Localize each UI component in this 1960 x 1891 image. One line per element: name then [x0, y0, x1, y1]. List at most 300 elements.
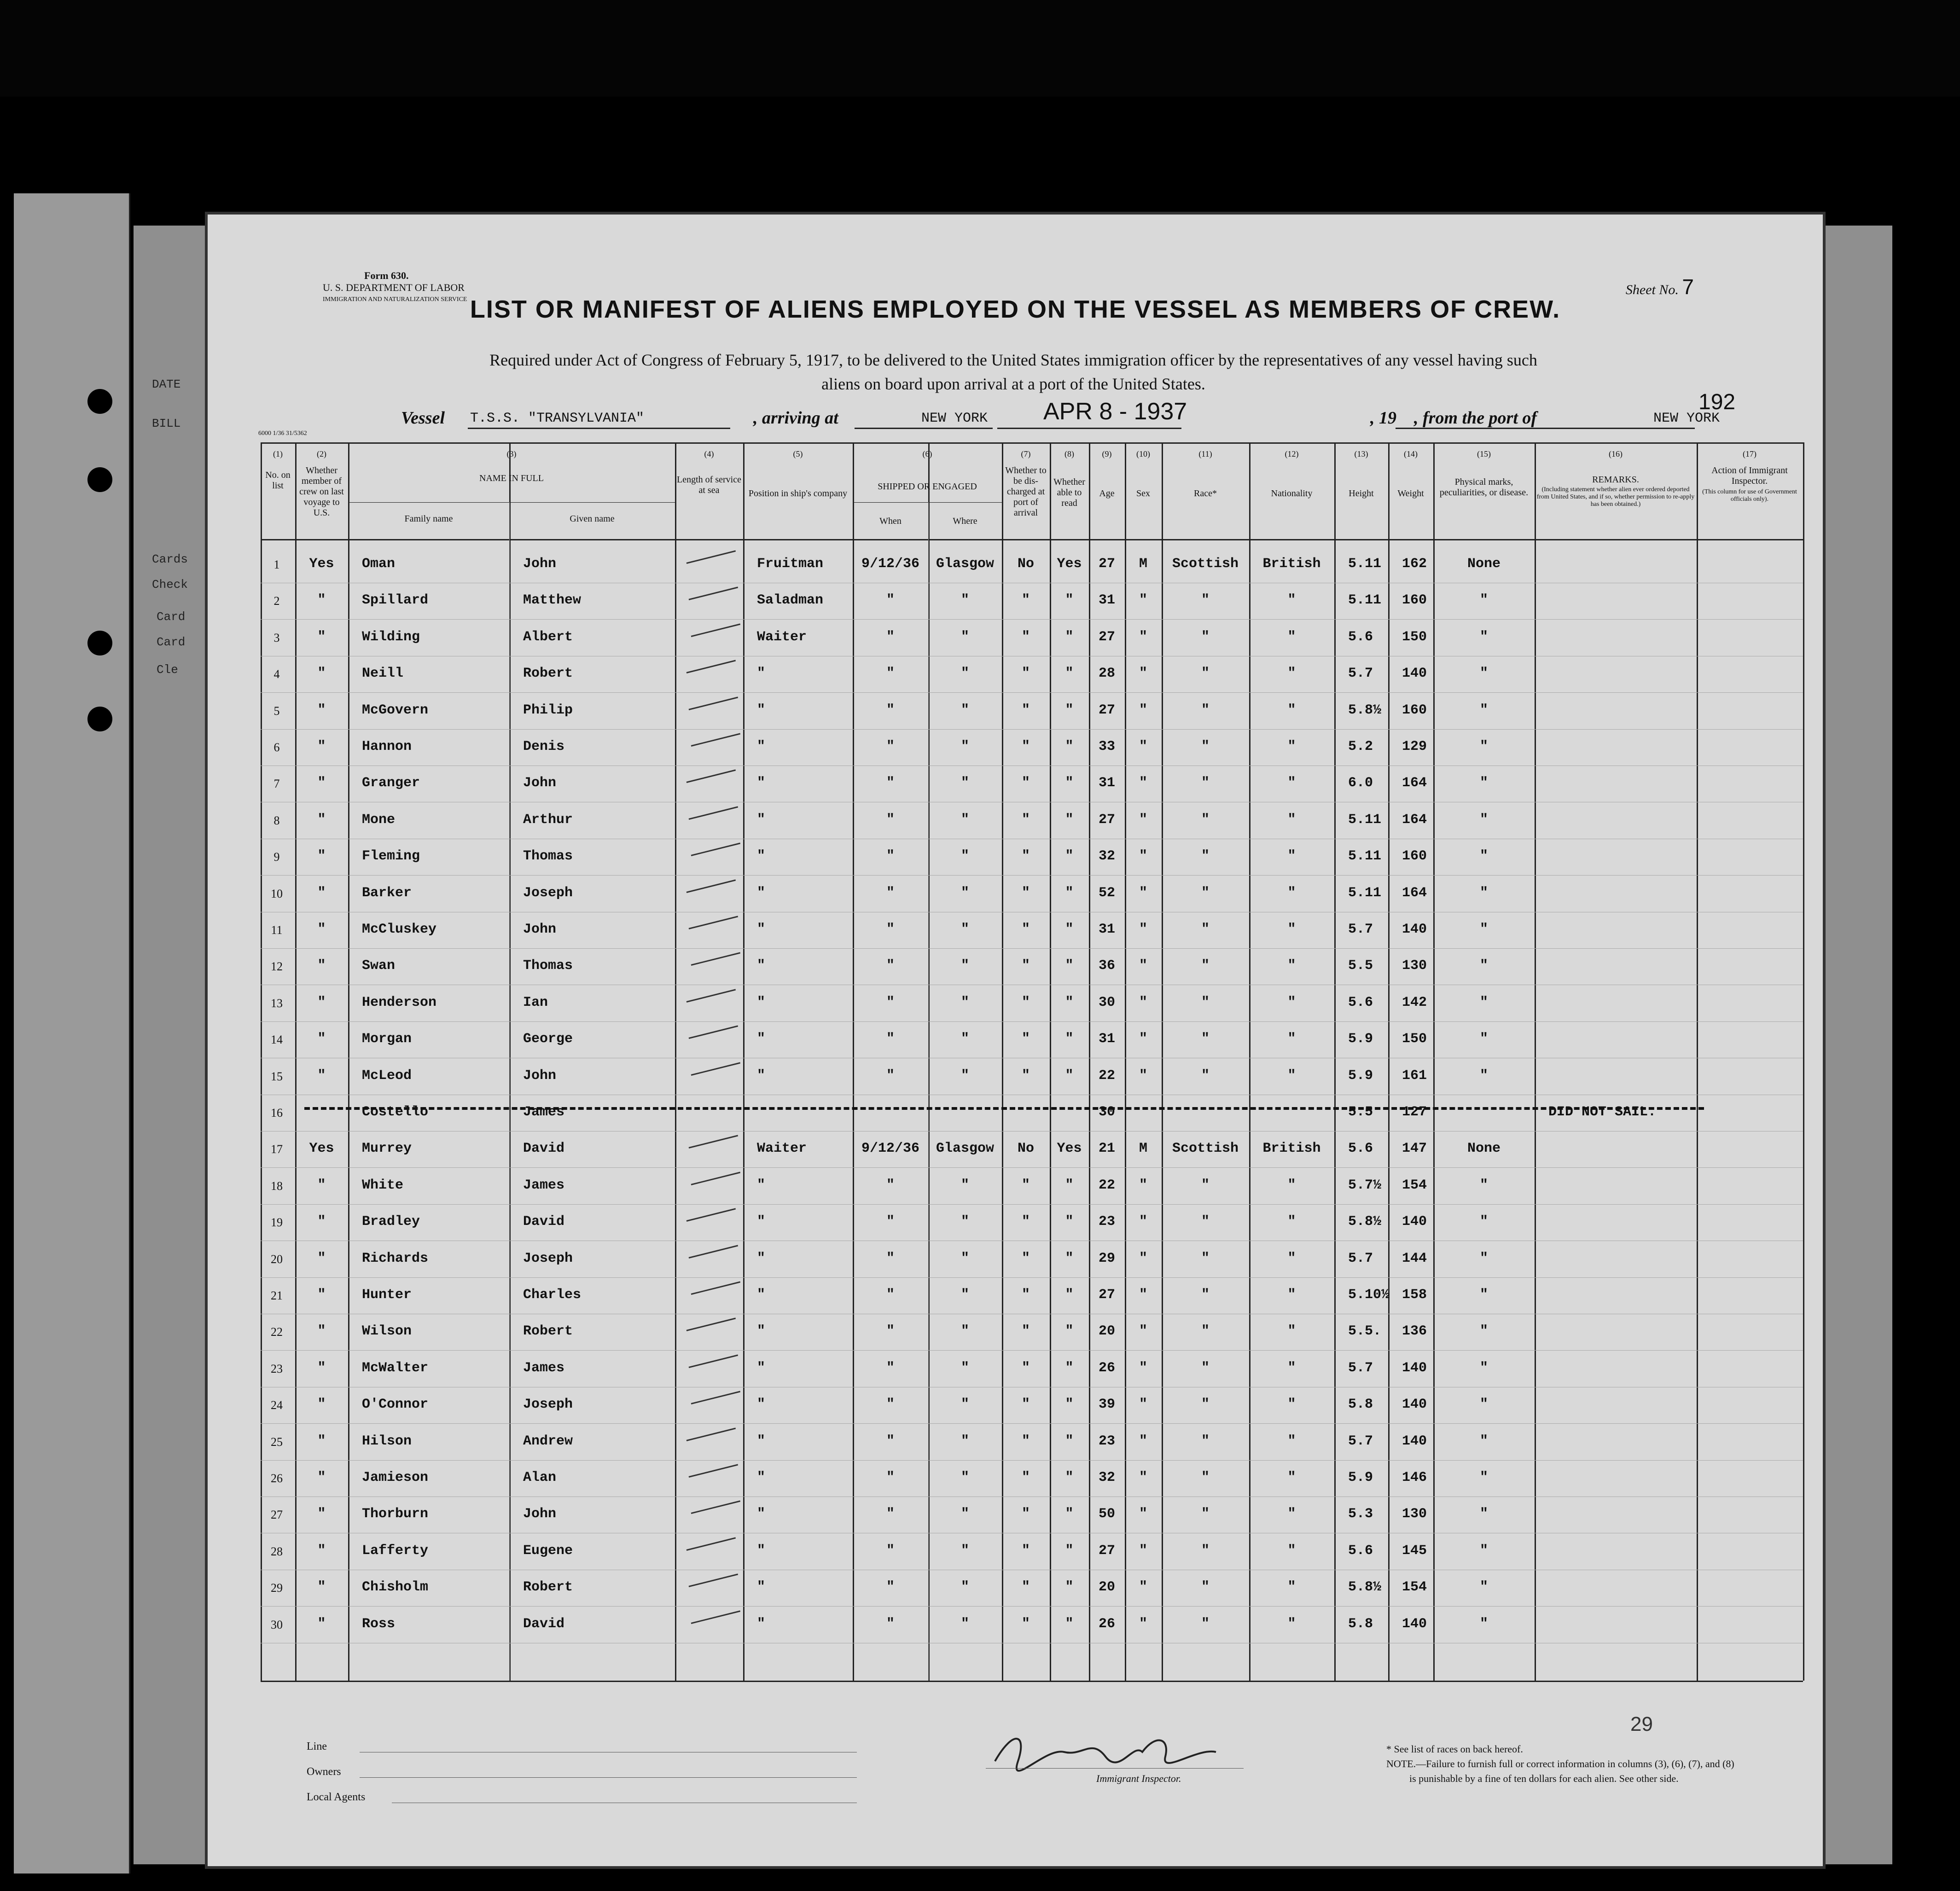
cell-sex: M — [1139, 556, 1147, 572]
column-rule — [295, 442, 297, 1681]
owners-rule — [360, 1777, 857, 1778]
cell-family: Barker — [362, 885, 412, 901]
cell-race: " — [1201, 885, 1210, 901]
cell-where: " — [960, 848, 969, 864]
cell-marks: " — [1479, 702, 1488, 718]
row-number: 29 — [271, 1581, 283, 1595]
cell-age: 23 — [1098, 1433, 1115, 1449]
cell-when: " — [886, 1177, 895, 1193]
row-number: 15 — [271, 1069, 283, 1083]
cell-marks: " — [1479, 1579, 1488, 1595]
cell-nationality: " — [1287, 958, 1296, 974]
header-c10-number: (10) — [1136, 449, 1150, 458]
cell-read: " — [1065, 775, 1074, 791]
cell-weight: 146 — [1402, 1470, 1427, 1485]
races-note: * See list of races on back hereof. — [1386, 1743, 1523, 1755]
cell-when: " — [886, 958, 895, 974]
cell-age: 27 — [1098, 1287, 1115, 1303]
header-c5-number: (5) — [793, 449, 803, 458]
cell-read: " — [1065, 1250, 1074, 1266]
row-number: 28 — [271, 1544, 283, 1558]
cell-nationality: " — [1287, 1031, 1296, 1047]
service-check-mark — [689, 696, 738, 710]
cell-given: Robert — [523, 1579, 573, 1595]
cell-height: 5.7 — [1348, 1433, 1373, 1449]
cell-last: " — [317, 775, 326, 791]
cell-given: Charles — [523, 1287, 582, 1303]
cell-where: " — [960, 666, 969, 682]
row-rule — [261, 1460, 1803, 1461]
cell-height: 5.7 — [1348, 922, 1373, 937]
cell-read: " — [1065, 1360, 1074, 1376]
service-check-mark — [691, 1281, 740, 1295]
cell-age: 33 — [1098, 739, 1115, 754]
cell-given: John — [523, 1067, 557, 1084]
cell-weight: 161 — [1402, 1067, 1427, 1084]
cell-marks: " — [1479, 1214, 1488, 1230]
header-height: Height — [1349, 488, 1374, 499]
cell-race: " — [1201, 1287, 1210, 1303]
cell-nationality: " — [1287, 666, 1296, 682]
arriving-port: NEW YORK — [921, 411, 988, 426]
cell-weight: 150 — [1402, 629, 1427, 645]
cell-position: " — [757, 1433, 766, 1449]
cell-family: White — [362, 1177, 404, 1193]
cell-given: George — [523, 1031, 573, 1047]
cell-sex: " — [1139, 592, 1147, 609]
cell-nationality: " — [1287, 1360, 1296, 1376]
row-16-strikethrough — [304, 1107, 1704, 1113]
cell-where: " — [960, 1177, 969, 1193]
cell-when: " — [886, 1250, 895, 1266]
page-number: 192 — [1698, 390, 1736, 414]
shipped-subheader-rule — [853, 502, 1002, 503]
cell-marks: " — [1479, 848, 1488, 864]
header-c4-number: (4) — [704, 449, 714, 458]
back-label-cle: Cle — [157, 663, 178, 677]
cell-position: " — [757, 1287, 766, 1303]
header-c1-number: (1) — [273, 449, 283, 458]
cell-given: Joseph — [523, 885, 573, 901]
cell-family: Hunter — [362, 1287, 412, 1303]
row-number: 21 — [271, 1289, 283, 1302]
cell-race: Scottish — [1172, 1141, 1239, 1157]
department: U. S. DEPARTMENT OF LABOR — [323, 282, 465, 293]
cell-weight: 136 — [1402, 1323, 1427, 1340]
cell-marks: " — [1479, 1067, 1488, 1084]
cell-weight: 144 — [1402, 1250, 1427, 1266]
cell-last: " — [317, 885, 326, 901]
cell-position: " — [757, 1616, 766, 1632]
cell-weight: 140 — [1402, 666, 1427, 682]
row-number: 25 — [271, 1435, 283, 1449]
cell-read: " — [1065, 1433, 1074, 1449]
cell-race: " — [1201, 1177, 1210, 1193]
cell-nationality: " — [1287, 1506, 1296, 1522]
header-c13-number: (13) — [1354, 449, 1368, 458]
cell-age: 36 — [1098, 958, 1115, 974]
cell-family: Lafferty — [362, 1543, 429, 1559]
cell-read: " — [1065, 1287, 1074, 1303]
row-number: 7 — [273, 777, 280, 791]
cell-race: " — [1201, 1470, 1210, 1485]
sheet-value: 7 — [1682, 275, 1694, 299]
header-remarks: REMARKS. — [1592, 475, 1639, 485]
cell-position: " — [757, 1506, 766, 1522]
cell-read: " — [1065, 666, 1074, 682]
cell-family: Wilding — [362, 629, 420, 645]
cell-last: " — [317, 592, 326, 609]
row-number: 22 — [271, 1325, 283, 1339]
cell-where: " — [960, 1543, 969, 1559]
cell-last: " — [317, 629, 326, 645]
header-c8-number: (8) — [1064, 449, 1074, 458]
cell-read: " — [1065, 592, 1074, 609]
cell-sex: " — [1139, 1433, 1147, 1449]
row-rule — [261, 619, 1803, 620]
cell-discharged: " — [1021, 1031, 1030, 1047]
column-rule — [675, 442, 676, 1681]
year-label: , 19 — [1370, 408, 1396, 428]
cell-age: 23 — [1098, 1214, 1115, 1230]
cell-family: Oman — [362, 556, 395, 572]
cell-sex: " — [1139, 1543, 1147, 1559]
cell-sex: " — [1139, 1579, 1147, 1595]
cell-where: " — [960, 1616, 969, 1632]
service-check-mark — [691, 1610, 740, 1624]
cell-family: Bradley — [362, 1214, 420, 1230]
document-title: LIST OR MANIFEST OF ALIENS EMPLOYED ON THE VESSEL AS MEMBERS OF CREW. — [470, 296, 1561, 323]
table-bottom-rule — [261, 1681, 1803, 1682]
cell-position: " — [757, 994, 766, 1010]
cell-height: 5.11 — [1348, 592, 1382, 609]
cell-family: Richards — [362, 1250, 429, 1266]
cell-nationality: " — [1287, 1250, 1296, 1266]
cell-where: " — [960, 1579, 969, 1595]
subtitle-line-2: aliens on board upon arrival at a port of the United States. — [821, 375, 1205, 393]
cell-height: 5.6 — [1348, 629, 1373, 645]
service-check-mark — [689, 806, 738, 820]
cell-where: " — [960, 958, 969, 974]
cell-family: Murrey — [362, 1141, 412, 1157]
row-number: 4 — [273, 667, 280, 681]
cell-age: 27 — [1098, 812, 1115, 828]
cell-family: Fleming — [362, 848, 420, 864]
service-check-mark — [686, 1208, 736, 1222]
cell-read: " — [1065, 922, 1074, 937]
cell-marks: " — [1479, 592, 1488, 609]
cell-weight: 150 — [1402, 1031, 1427, 1047]
cell-last: " — [317, 1031, 326, 1047]
cell-height: 5.7 — [1348, 1250, 1373, 1266]
service-check-mark — [689, 1574, 738, 1588]
column-rule — [348, 442, 349, 1681]
cell-when: " — [886, 775, 895, 791]
column-rule — [1002, 442, 1003, 1681]
header-c16-number: (16) — [1609, 449, 1623, 458]
header-family-name: Family name — [404, 514, 453, 524]
cell-marks: None — [1467, 556, 1501, 572]
back-label-card2: Card — [157, 635, 186, 649]
header-remarks-note: (Including statement whether alien ever ordered deported from United States, and if so, whether permission to re-apply has been obtained.) — [1536, 486, 1695, 508]
cell-where: " — [960, 1433, 969, 1449]
cell-family: Spillard — [362, 592, 429, 609]
header-when: When — [879, 516, 901, 526]
cell-sex: " — [1139, 812, 1147, 828]
cell-when: " — [886, 1506, 895, 1522]
cell-read: Yes — [1057, 1141, 1082, 1157]
cell-discharged: " — [1021, 958, 1030, 974]
cell-race: " — [1201, 702, 1210, 718]
cell-race: " — [1201, 958, 1210, 974]
cell-height: 5.2 — [1348, 739, 1373, 754]
cell-position: " — [757, 1177, 766, 1193]
cell-race: " — [1201, 1433, 1210, 1449]
cell-discharged: " — [1021, 1543, 1030, 1559]
cell-discharged: " — [1021, 885, 1030, 901]
cell-age: 26 — [1098, 1360, 1115, 1376]
cell-age: 28 — [1098, 666, 1115, 682]
cell-when: " — [886, 848, 895, 864]
cell-when: " — [886, 994, 895, 1010]
cell-age: 31 — [1098, 1031, 1115, 1047]
cell-discharged: " — [1021, 1067, 1030, 1084]
cell-race: " — [1201, 629, 1210, 645]
header-no-on-list: No. on list — [265, 470, 291, 491]
cell-last: " — [317, 1579, 326, 1595]
name-subheader-rule — [348, 502, 675, 503]
cell-family: Ross — [362, 1616, 395, 1632]
cell-given: David — [523, 1141, 565, 1157]
cell-height: 5.8 — [1348, 1397, 1373, 1413]
cell-when: " — [886, 1214, 895, 1230]
service-check-mark — [691, 1391, 740, 1405]
punch-hole — [87, 389, 112, 414]
cell-height: 5.7 — [1348, 1360, 1373, 1376]
cell-nationality: " — [1287, 1287, 1296, 1303]
cell-given: Robert — [523, 1323, 573, 1340]
cell-height: 5.10½ — [1348, 1287, 1390, 1303]
row-rule — [261, 692, 1803, 693]
cell-last: " — [317, 666, 326, 682]
header-action-note: (This column for use of Government officials only). — [1702, 488, 1797, 503]
punch-hole — [87, 467, 112, 492]
cell-when: " — [886, 1543, 895, 1559]
cell-sex: " — [1139, 1214, 1147, 1230]
cell-sex: " — [1139, 1031, 1147, 1047]
cell-where: " — [960, 739, 969, 754]
cell-nationality: " — [1287, 1177, 1296, 1193]
cell-race: " — [1201, 848, 1210, 864]
cell-nationality: " — [1287, 1616, 1296, 1632]
header-c7-number: (7) — [1021, 449, 1031, 458]
row-number: 3 — [273, 631, 280, 644]
service-check-mark — [689, 1464, 738, 1478]
cell-when: " — [886, 1470, 895, 1485]
header-name-in-full: NAME IN FULL — [479, 473, 544, 483]
cell-marks: " — [1479, 885, 1488, 901]
given-name-rule — [509, 502, 510, 1681]
cell-discharged: " — [1021, 1177, 1030, 1193]
cell-last: " — [317, 848, 326, 864]
cell-discharged: " — [1021, 812, 1030, 828]
cell-nationality: " — [1287, 1543, 1296, 1559]
cell-position: " — [757, 666, 766, 682]
cell-race: " — [1201, 739, 1210, 754]
column-rule — [261, 442, 262, 1681]
cell-weight: 130 — [1402, 1506, 1427, 1522]
row-number: 30 — [271, 1618, 283, 1631]
cell-read: " — [1065, 812, 1074, 828]
cell-where: " — [960, 1360, 969, 1376]
cell-sex: " — [1139, 702, 1147, 718]
cell-where: " — [960, 1506, 969, 1522]
cell-nationality: " — [1287, 848, 1296, 864]
header-c14-number: (14) — [1404, 449, 1418, 458]
cell-position: " — [757, 1543, 766, 1559]
row-rule — [261, 1423, 1803, 1424]
header-position: Position in ship's company — [748, 488, 848, 499]
row-number: 14 — [271, 1033, 283, 1047]
signature-rule — [986, 1768, 1244, 1769]
cell-age: 31 — [1098, 592, 1115, 609]
line-label: Line — [307, 1740, 327, 1752]
cell-given: David — [523, 1616, 565, 1632]
cell-given: David — [523, 1214, 565, 1230]
cell-discharged: " — [1021, 1323, 1030, 1340]
service-check-mark — [691, 1062, 740, 1076]
column-rule — [1535, 442, 1536, 1681]
cell-family: Neill — [362, 666, 404, 682]
cell-discharged: " — [1021, 1250, 1030, 1266]
cell-read: " — [1065, 994, 1074, 1010]
row-number: 10 — [271, 887, 283, 900]
cell-position: " — [757, 1067, 766, 1084]
row-number: 13 — [271, 996, 283, 1010]
cell-marks: " — [1479, 1470, 1488, 1485]
cell-read: Yes — [1057, 556, 1082, 572]
cell-weight: 154 — [1402, 1579, 1427, 1595]
cell-sex: " — [1139, 629, 1147, 645]
cell-last: " — [317, 1287, 326, 1303]
punch-hole — [87, 707, 112, 731]
cell-family: Swan — [362, 958, 395, 974]
cell-race: " — [1201, 994, 1210, 1010]
service-check-mark — [691, 843, 740, 857]
cell-sex: " — [1139, 922, 1147, 937]
cell-read: " — [1065, 702, 1074, 718]
header-discharged: Whether to be dis- charged at port of arrival — [1005, 465, 1047, 518]
cell-where: " — [960, 1067, 969, 1084]
cell-marks: " — [1479, 739, 1488, 754]
cell-sex: M — [1139, 1141, 1147, 1157]
cell-sex: " — [1139, 994, 1147, 1010]
cell-given: John — [523, 1506, 557, 1522]
cell-when: " — [886, 629, 895, 645]
cell-last: " — [317, 1506, 326, 1522]
cell-marks: " — [1479, 1616, 1488, 1632]
service-check-mark — [686, 1537, 736, 1551]
cell-height: 5.7½ — [1348, 1177, 1382, 1193]
row-rule — [261, 1167, 1803, 1168]
cell-position: " — [757, 922, 766, 937]
cell-sex: " — [1139, 1067, 1147, 1084]
cell-weight: 140 — [1402, 1214, 1427, 1230]
header-race: Race* — [1194, 488, 1217, 499]
cell-family: Hilson — [362, 1433, 412, 1449]
arriving-label: , arriving at — [753, 408, 838, 428]
cell-weight: 160 — [1402, 702, 1427, 718]
cell-read: " — [1065, 1067, 1074, 1084]
date-stamp: APR 8 - 1937 — [1043, 398, 1187, 425]
row-number: 5 — [273, 704, 280, 718]
cell-weight: 158 — [1402, 1287, 1427, 1303]
cell-given: Denis — [523, 739, 565, 754]
header-weight: Weight — [1397, 488, 1424, 499]
cell-where: " — [960, 1397, 969, 1413]
cell-sex: " — [1139, 666, 1147, 682]
arriving-underline — [855, 428, 993, 429]
cell-nationality: " — [1287, 702, 1296, 718]
cell-given: Arthur — [523, 812, 573, 828]
cell-sex: " — [1139, 958, 1147, 974]
cell-nationality: " — [1287, 1323, 1296, 1340]
header-c2-number: (2) — [317, 449, 326, 458]
cell-age: 27 — [1098, 1543, 1115, 1559]
cell-family: Thorburn — [362, 1506, 429, 1522]
header-c12-number: (12) — [1285, 449, 1299, 458]
service-check-mark — [691, 623, 740, 637]
header-able-to-read: Whether able to read — [1053, 477, 1085, 508]
cell-discharged: No — [1017, 556, 1034, 572]
cell-nationality: " — [1287, 775, 1296, 791]
cell-read: " — [1065, 885, 1074, 901]
cell-marks: " — [1479, 1031, 1488, 1047]
row-rule — [261, 1204, 1803, 1205]
cell-age: 50 — [1098, 1506, 1115, 1522]
cell-read: " — [1065, 1543, 1074, 1559]
cell-discharged: No — [1017, 1141, 1034, 1157]
cell-sex: " — [1139, 1397, 1147, 1413]
cell-family: McWalter — [362, 1360, 429, 1376]
cell-given: John — [523, 775, 557, 791]
cell-last: " — [317, 1360, 326, 1376]
cell-sex: " — [1139, 1616, 1147, 1632]
cell-given: Matthew — [523, 592, 582, 609]
service-check-mark — [689, 1245, 738, 1259]
cell-sex: " — [1139, 885, 1147, 901]
column-rule — [1125, 442, 1126, 1681]
service: IMMIGRATION AND NATURALIZATION SERVICE — [323, 296, 467, 303]
cell-last: " — [317, 1543, 326, 1559]
cell-nationality: " — [1287, 812, 1296, 828]
cell-read: " — [1065, 958, 1074, 974]
cell-height: 5.6 — [1348, 1543, 1373, 1559]
cell-marks: " — [1479, 812, 1488, 828]
cell-discharged: " — [1021, 1214, 1030, 1230]
cell-when: " — [886, 1323, 895, 1340]
cell-position: " — [757, 1397, 766, 1413]
row-rule — [261, 875, 1803, 876]
cell-last: Yes — [309, 556, 334, 572]
cell-marks: " — [1479, 1397, 1488, 1413]
cell-given: Andrew — [523, 1433, 573, 1449]
owners-label: Owners — [307, 1766, 341, 1778]
cell-weight: 145 — [1402, 1543, 1427, 1559]
cell-position: " — [757, 1323, 766, 1340]
cell-discharged: " — [1021, 702, 1030, 718]
cell-when: " — [886, 702, 895, 718]
